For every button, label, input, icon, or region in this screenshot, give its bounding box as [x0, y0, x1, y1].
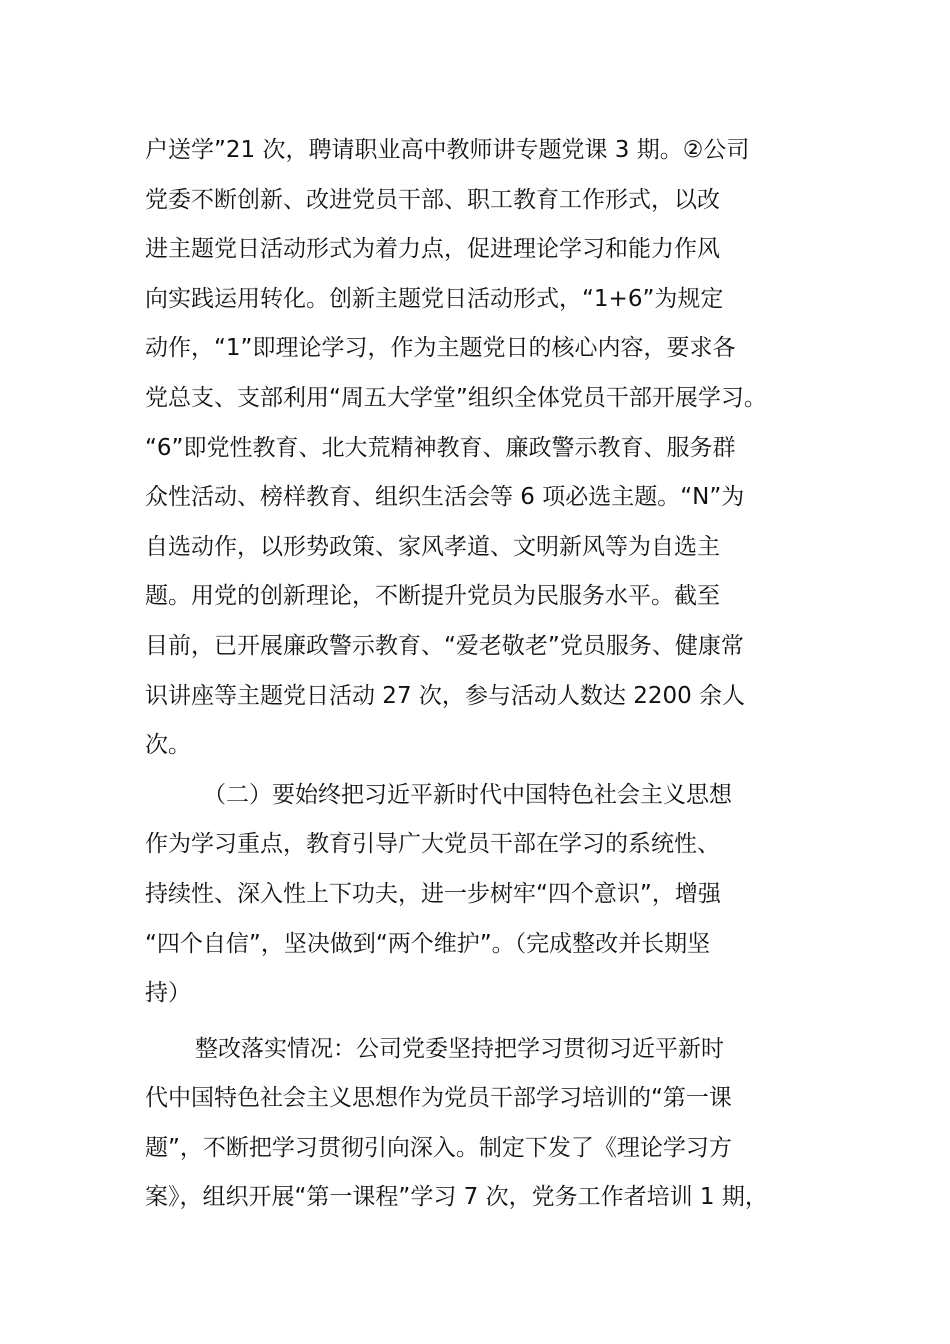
section-heading-line: 持续性、深入性上下功夫，进一步树牢“四个意识”，增强 [145, 880, 721, 907]
text-line: 识讲座等主题党日活动 27 次，参与活动人数达 2200 余人 [145, 682, 746, 709]
text-line: 党总支、支部利用“周五大学堂”组织全体党员干部开展学习。 [145, 384, 767, 411]
section-heading-line: （二）要始终把习近平新时代中国特色社会主义思想 [203, 781, 732, 808]
text-line: 题”，不断把学习贯彻引向深入。制定下发了《理论学习方 [145, 1134, 732, 1161]
section-heading-line: 持） [145, 980, 191, 1007]
text-line: 案》，组织开展“第一课程”学习 7 次，党务工作者培训 1 期， [145, 1184, 768, 1211]
text-line: 代中国特色社会主义思想作为党员干部学习培训的“第一课 [145, 1085, 732, 1112]
text-line: 户送学”21 次，聘请职业高中教师讲专题党课 3 期。②公司 [145, 137, 750, 163]
text-line: 动作，“1”即理论学习，作为主题党日的核心内容，要求各 [145, 335, 736, 362]
text-line: 向实践运用转化。创新主题党日活动形式，“1+6”为规定 [145, 285, 724, 312]
text-line: 众性活动、榜样教育、组织生活会等 6 项必选主题。“N”为 [145, 484, 745, 511]
text-line: “6”即党性教育、北大荒精神教育、廉政警示教育、服务群 [145, 434, 736, 461]
text-line: 自选动作，以形势政策、家风孝道、文明新风等为自选主 [145, 533, 720, 560]
section-heading-line: “四个自信”，坚决做到“两个维护”。（完成整改并长期坚 [145, 930, 711, 957]
section-heading-line: 作为学习重点，教育引导广大党员干部在学习的系统性、 [145, 831, 720, 858]
text-line: 党委不断创新、改进党员干部、职工教育工作形式，以改 [145, 186, 720, 213]
text-line: 目前，已开展廉政警示教育、“爱老敬老”党员服务、健康常 [145, 632, 744, 659]
text-line: 次。 [145, 732, 191, 759]
body-text [145, 126, 835, 1223]
text-line: 进主题党日活动形式为着力点，促进理论学习和能力作风 [145, 236, 720, 263]
text-line: 整改落实情况：公司党委坚持把学习贯彻习近平新时 [195, 1035, 724, 1062]
text-line: 题。用党的创新理论，不断提升党员为民服务水平。截至 [145, 583, 720, 610]
